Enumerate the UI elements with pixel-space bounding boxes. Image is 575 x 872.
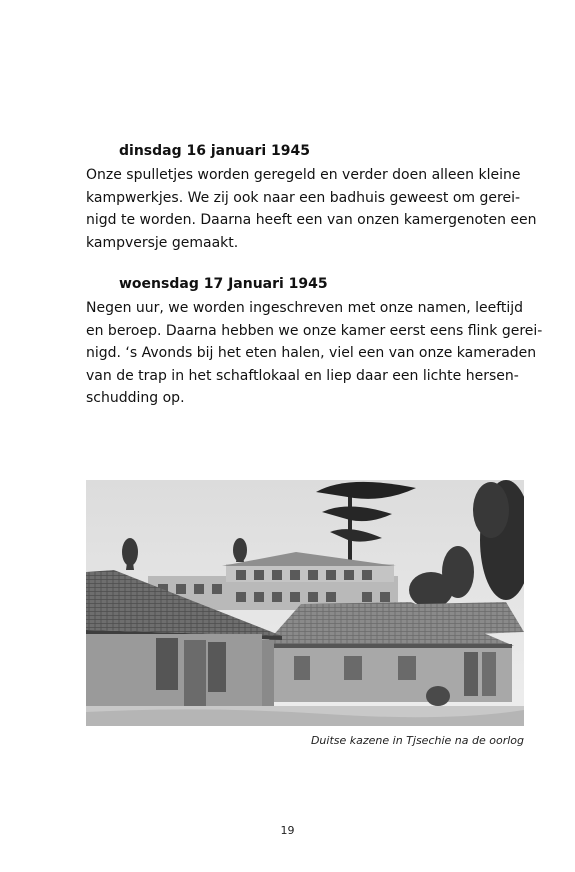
text-line: schudding op. xyxy=(86,390,185,407)
entry-text xyxy=(86,164,537,254)
text-line: van de trap in het schaftlokaal en liep daar een lichte hersen- xyxy=(86,367,519,384)
text-line: en beroep. Daarna hebben we onze kamer eerst eens flink gerei- xyxy=(86,322,543,339)
entry-text xyxy=(86,297,543,410)
text-line: kampwerkjes. We zij ook naar een badhuis geweest om gerei- xyxy=(86,189,521,206)
text-line: kampversje gemaakt. xyxy=(86,234,239,251)
text-line: nigd. ‘s Avonds bij het eten halen, viel een van onze kameraden xyxy=(86,345,537,362)
text-line: Onze spulletjes worden geregeld en verder doen alleen kleine xyxy=(86,167,521,183)
photo-caption: Duitse kazene in Tjsechie na de oorlog xyxy=(310,734,524,747)
diary-entry-1 xyxy=(86,140,537,254)
entry-date: woensdag 17 Januari 1945 xyxy=(119,276,328,292)
page-number: 19 xyxy=(280,824,295,837)
barracks-photo xyxy=(86,480,524,726)
text-line: Negen uur, we worden ingeschreven met onze namen, leeftijd xyxy=(86,300,524,316)
text-line: nigd te worden. Daarna heeft een van onzen kamergenoten een xyxy=(86,212,537,229)
entry-date: dinsdag 16 januari 1945 xyxy=(119,143,311,159)
diary-entry-2 xyxy=(86,273,543,410)
